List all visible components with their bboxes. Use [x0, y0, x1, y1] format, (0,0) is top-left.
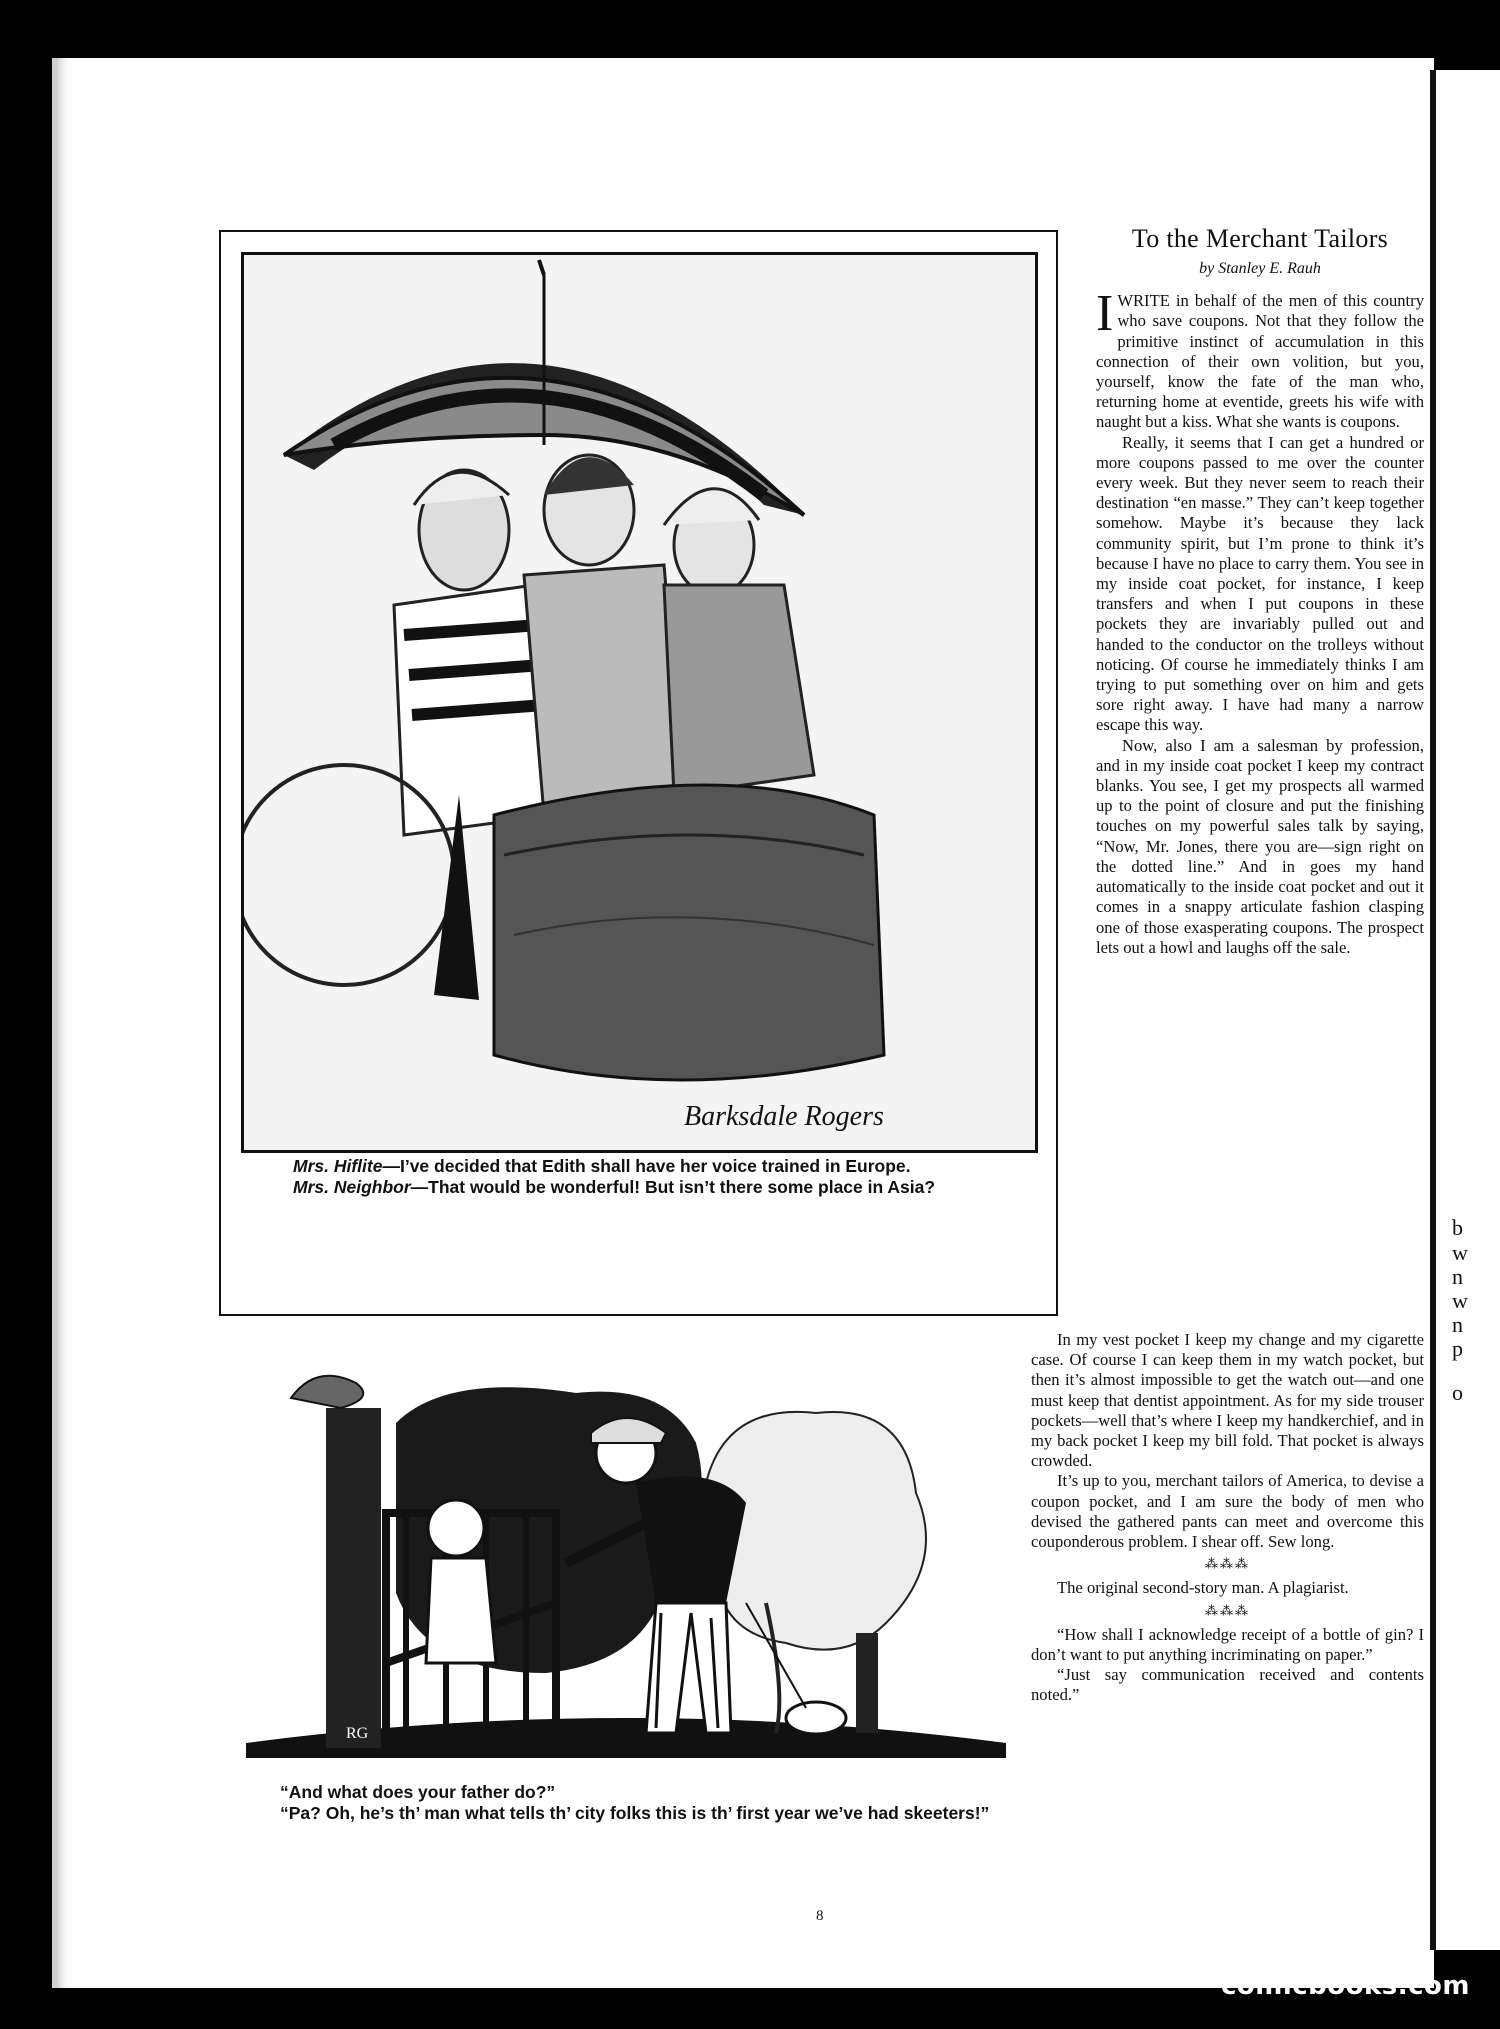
fragment-letter: b	[1452, 1215, 1463, 1240]
article-byline: by Stanley E. Rauh	[1199, 260, 1321, 277]
joke-text: The original second-story man. A plagiarist.	[1057, 1578, 1349, 1598]
fragment-letter: o	[1452, 1380, 1463, 1405]
speaker-line: —That would be wonderful! But isn’t there some place in Asia?	[410, 1177, 936, 1197]
illustrator-monogram: RG	[346, 1725, 369, 1742]
caption-line: “And what does your father do?”	[280, 1782, 556, 1802]
cartoon-umbrella-illustration	[241, 252, 1038, 1153]
caption-line-1	[265, 1156, 1025, 1177]
article-paragraph: Really, it seems that I can get a hundred or more coupons passed to me over the counter every week. But they never seem to reach their destination “en masse.” They can’t keep together somehow. Maybe it’s because they lack community spirit, but I’m prone to think it’s because I have no place to carry them. You see in my inside coat pocket, for instance, I keep transfers and when I put coupons in these pockets they are invariably pulled out and handed to the conductor on the trolleys without noticing. Of course he immediately thinks I am trying to put something over on him and gets sore right away. I have had many a narrow escape this way.	[1096, 432, 1424, 735]
site-watermark: comicbooks.com	[1220, 1971, 1470, 2001]
article-paragraph: IWRITE in behalf of the men of this country who save coupons. Not that they follow the primitive instinct of accumulation in this connection of their own volition, but you, yourself, know the fate of the man who, returning home at eventide, greets his wife with naught but a kiss. What she wants is coupons.	[1096, 285, 1424, 432]
page-number: 8	[816, 1908, 824, 1924]
gate-boy-drawing	[246, 1363, 1006, 1758]
fragment-letter: w	[1452, 1240, 1468, 1265]
section-separator: ⁂⁂⁂	[1205, 1602, 1250, 1618]
cartoon-gate-illustration	[246, 1363, 1006, 1758]
illustration-signature: Barksdale Rogers	[684, 1101, 884, 1132]
speaker-name: Mrs. Hiflite	[293, 1156, 383, 1176]
magazine-page	[52, 58, 1434, 1988]
caption-line: “Pa? Oh, he’s th’ man what tells th’ city folks this is th’ first year we’ve had skeeters!”	[280, 1803, 990, 1823]
cartoon-umbrella-caption	[265, 1156, 1025, 1198]
facing-page-edge	[1430, 70, 1500, 1950]
joke-line: “Just say communication received and contents noted.”	[1031, 1665, 1424, 1705]
article-paragraph: Now, also I am a salesman by profession, and in my inside coat pocket I keep my contract blanks. You see, I get my prospects all warmed up to the point of closure and put the finishing touches on my powerful sales talk by saying, “Now, Mr. Jones, there you are—sign right on the dotted line.” And in goes my hand automatically to the inside coat pocket and out it comes in a snappy articulate fashion clasping one of those exasperating coupons. The prospect lets out a howl and laughs off the sale.	[1096, 735, 1424, 957]
article-title: To the Merchant Tailors	[1131, 224, 1389, 253]
caption-line-2	[265, 1177, 1025, 1198]
speaker-line: —I’ve decided that Edith shall have her voice trained in Europe.	[382, 1156, 911, 1176]
article-paragraph: In my vest pocket I keep my change and my cigarette case. Of course I can keep them in my watch pocket, but then it’s almost impossible to get the watch out—and one must keep that dentist appointment. As for my side trouser pockets—well that’s where I keep my handkerchief, and in my back pocket I keep my bill fold. That pocket is always crowded.	[1031, 1330, 1424, 1471]
fragment-letter: n	[1452, 1264, 1463, 1289]
cartoon-gate-caption	[252, 1782, 1032, 1824]
article-column	[1096, 223, 1424, 958]
article-continuation	[1031, 1330, 1424, 1706]
umbrella-women-drawing	[244, 255, 1035, 1150]
fragment-letter: w	[1452, 1288, 1468, 1313]
fragment-letter: n	[1452, 1312, 1463, 1337]
section-separator: ⁂⁂⁂	[1205, 1556, 1250, 1572]
first-word: WRITE	[1117, 291, 1170, 311]
article-paragraph: It’s up to you, merchant tailors of America, to devise a coupon pocket, and I am sure the body of men who devised the gathered pants can meet and overcome this couponderous problem. I shear off. Sew long.	[1031, 1471, 1424, 1552]
drop-cap: I	[1096, 285, 1114, 343]
cartoon-umbrella-frame	[219, 230, 1058, 1316]
speaker-name: Mrs. Neighbor	[293, 1177, 411, 1197]
fragment-letter: p	[1452, 1336, 1463, 1361]
joke-line: “How shall I acknowledge receipt of a bottle of gin? I don’t want to put anything incriminating on paper.”	[1031, 1624, 1424, 1665]
